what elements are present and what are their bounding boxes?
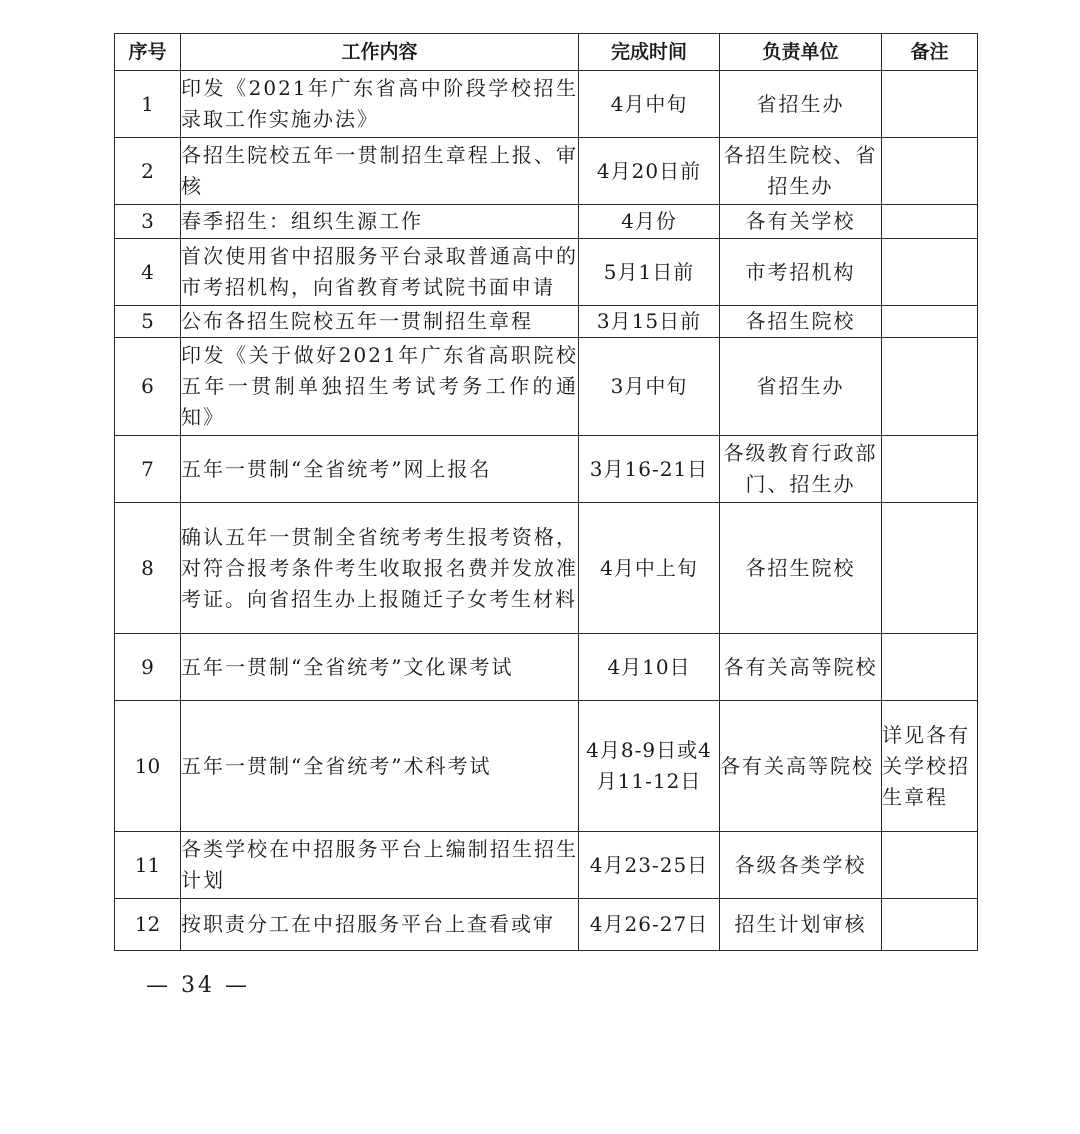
row-note (882, 239, 978, 306)
row-note (882, 503, 978, 634)
row-num: 6 (115, 338, 181, 436)
row-time: 4月份 (579, 205, 720, 239)
work-schedule-table (114, 33, 978, 951)
row-unit: 各有关高等院校 (720, 634, 882, 701)
row-unit: 省招生办 (720, 71, 882, 138)
header-num: 序号 (115, 34, 181, 71)
row-unit: 各有关学校 (720, 205, 882, 239)
table-row (115, 701, 978, 832)
row-note (882, 71, 978, 138)
row-unit: 各级各类学校 (720, 832, 882, 899)
row-unit: 各级教育行政部门、招生办 (720, 436, 882, 503)
row-unit: 招生计划审核 (720, 899, 882, 951)
row-time: 3月15日前 (579, 306, 720, 338)
row-task: 确认五年一贯制全省统考考生报考资格，对符合报考条件考生收取报名费并发放准考证。向省招生办上报随迁子女考生材料 (181, 503, 579, 634)
table-row (115, 832, 978, 899)
row-task: 各类学校在中招服务平台上编制招生招生计划 (181, 832, 579, 899)
header-task: 工作内容 (181, 34, 579, 71)
row-note (882, 899, 978, 951)
row-note (882, 832, 978, 899)
row-time: 4月中旬 (579, 71, 720, 138)
row-time: 4月23-25日 (579, 832, 720, 899)
row-time: 4月26-27日 (579, 899, 720, 951)
row-unit: 各招生院校、省招生办 (720, 138, 882, 205)
row-num: 12 (115, 899, 181, 951)
table-row (115, 205, 978, 239)
table-row (115, 634, 978, 701)
row-unit: 市考招机构 (720, 239, 882, 306)
row-num: 7 (115, 436, 181, 503)
row-unit: 各招生院校 (720, 306, 882, 338)
page-number: — 34 — (146, 973, 250, 998)
row-note (882, 205, 978, 239)
row-task: 首次使用省中招服务平台录取普通高中的市考招机构，向省教育考试院书面申请 (181, 239, 579, 306)
row-time: 4月8-9日或4月11-12日 (579, 701, 720, 832)
row-time: 4月中上旬 (579, 503, 720, 634)
row-unit: 省招生办 (720, 338, 882, 436)
row-task: 五年一贯制“全省统考”术科考试 (181, 701, 579, 832)
header-note: 备注 (882, 34, 978, 71)
row-note: 详见各有关学校招生章程 (882, 701, 978, 832)
row-num: 5 (115, 306, 181, 338)
row-num: 8 (115, 503, 181, 634)
table-row (115, 899, 978, 951)
row-time: 4月20日前 (579, 138, 720, 205)
row-time: 3月16-21日 (579, 436, 720, 503)
row-note (882, 634, 978, 701)
row-time: 4月10日 (579, 634, 720, 701)
row-time: 5月1日前 (579, 239, 720, 306)
row-note (882, 338, 978, 436)
row-task: 各招生院校五年一贯制招生章程上报、审核 (181, 138, 579, 205)
row-task: 按职责分工在中招服务平台上查看或审 (181, 899, 579, 951)
row-note (882, 138, 978, 205)
row-task: 五年一贯制“全省统考”网上报名 (181, 436, 579, 503)
row-time: 3月中旬 (579, 338, 720, 436)
row-task: 公布各招生院校五年一贯制招生章程 (181, 306, 579, 338)
table-row (115, 436, 978, 503)
row-num: 11 (115, 832, 181, 899)
row-task: 印发《关于做好2021年广东省高职院校五年一贯制单独招生考试考务工作的通知》 (181, 338, 579, 436)
table-row (115, 503, 978, 634)
table-row (115, 71, 978, 138)
row-note (882, 436, 978, 503)
header-unit: 负责单位 (720, 34, 882, 71)
row-num: 10 (115, 701, 181, 832)
row-num: 4 (115, 239, 181, 306)
row-task: 印发《2021年广东省高中阶段学校招生录取工作实施办法》 (181, 71, 579, 138)
row-task: 五年一贯制“全省统考”文化课考试 (181, 634, 579, 701)
table-row (115, 338, 978, 436)
row-unit: 各招生院校 (720, 503, 882, 634)
table-header-row (115, 34, 978, 71)
row-unit: 各有关高等院校 (720, 701, 882, 832)
row-num: 2 (115, 138, 181, 205)
row-task: 春季招生：组织生源工作 (181, 205, 579, 239)
table-row (115, 138, 978, 205)
row-note (882, 306, 978, 338)
table-row (115, 306, 978, 338)
header-time: 完成时间 (579, 34, 720, 71)
table-row (115, 239, 978, 306)
row-num: 1 (115, 71, 181, 138)
row-num: 9 (115, 634, 181, 701)
row-num: 3 (115, 205, 181, 239)
